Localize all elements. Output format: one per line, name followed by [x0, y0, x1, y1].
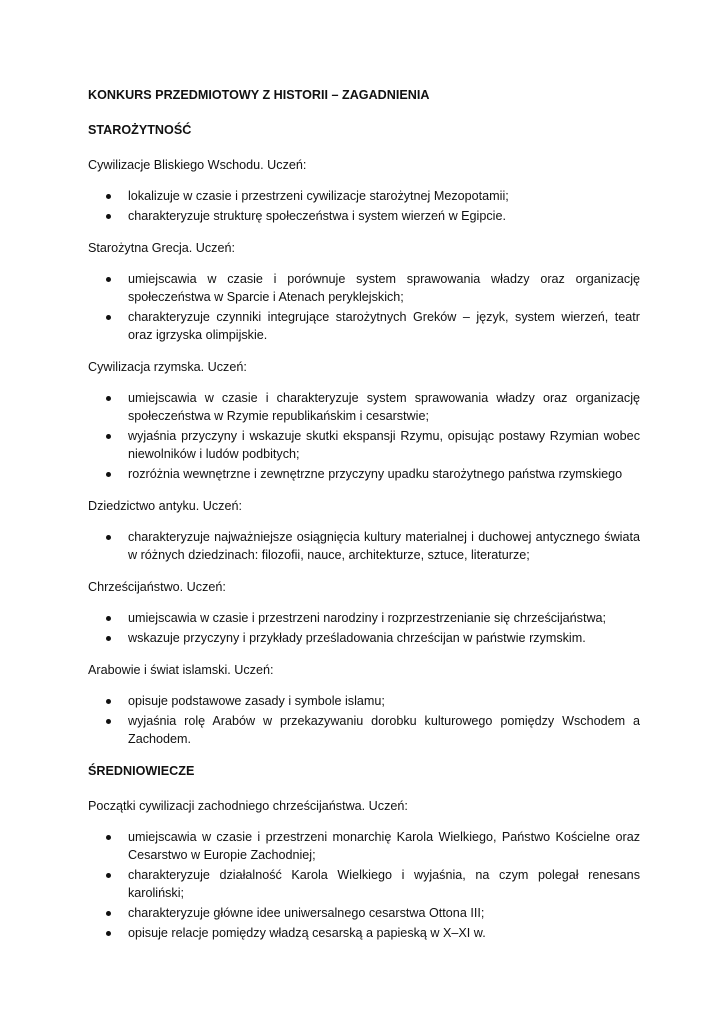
bullet-text: charakteryzuje najważniejsze osiągnięcia kultury materialnej i duchowej antycznego świata w różnych dziedzinach: filozofii, nauce, architekturze, sztuce, literaturze; [128, 530, 640, 562]
topic-label: Początki cywilizacji zachodniego chrześcijaństwa. Uczeń: [88, 799, 408, 813]
topic-label: Arabowie i świat islamski. Uczeń: [88, 663, 274, 677]
bullet-item [88, 528, 640, 564]
bullet-point-icon [106, 835, 111, 840]
bullet-text: charakteryzuje główne idee uniwersalnego cesarstwa Ottona III; [128, 906, 485, 920]
topic-label: Dziedzictwo antyku. Uczeń: [88, 499, 242, 513]
bullet-item [88, 609, 640, 627]
bullet-item [88, 308, 640, 344]
bullet-text: umiejscawia w czasie i charakteryzuje system sprawowania władzy oraz organizację społeczeństwa w Rzymie republikańskim i cesarstwie; [128, 391, 640, 423]
bullet-text: wskazuje przyczyny i przykłady prześladowania chrześcijan w państwie rzymskim. [128, 631, 586, 645]
bullet-item [88, 712, 640, 748]
bullet-point-icon [106, 535, 111, 540]
document-title: KONKURS PRZEDMIOTOWY Z HISTORII – ZAGADNIENIA [88, 88, 430, 102]
bullet-point-icon [106, 911, 111, 916]
bullet-text: umiejscawia w czasie i przestrzeni monarchię Karola Wielkiego, Państwo Kościelne oraz Cesarstwo w Europie Zachodniej; [128, 830, 640, 862]
bullet-point-icon [106, 214, 111, 219]
bullet-text: charakteryzuje strukturę społeczeństwa i system wierzeń w Egipcie. [128, 209, 506, 223]
bullet-text: lokalizuje w czasie i przestrzeni cywilizacje starożytnej Mezopotamii; [128, 189, 509, 203]
bullet-point-icon [106, 636, 111, 641]
bullet-text: charakteryzuje czynniki integrujące starożytnych Greków – język, system wierzeń, teatr oraz igrzyska olimpijskie. [128, 310, 640, 342]
bullet-point-icon [106, 699, 111, 704]
bullet-point-icon [106, 396, 111, 401]
section-heading: STAROŻYTNOŚĆ [88, 123, 192, 137]
bullet-point-icon [106, 616, 111, 621]
bullet-item [88, 207, 640, 225]
bullet-list [88, 828, 640, 942]
bullet-point-icon [106, 873, 111, 878]
bullet-item [88, 866, 640, 902]
bullet-point-icon [106, 434, 111, 439]
bullet-item [88, 389, 640, 425]
bullet-item [88, 924, 640, 942]
document-page [88, 86, 640, 956]
bullet-point-icon [106, 472, 111, 477]
topic-label: Chrześcijaństwo. Uczeń: [88, 580, 226, 594]
bullet-point-icon [106, 194, 111, 199]
topic-label: Cywilizacja rzymska. Uczeń: [88, 360, 247, 374]
topic-label: Starożytna Grecja. Uczeń: [88, 241, 235, 255]
bullet-item [88, 904, 640, 922]
bullet-list [88, 692, 640, 748]
document-body [88, 121, 640, 942]
bullet-text: opisuje relacje pomiędzy władzą cesarską a papieską w X–XI w. [128, 926, 486, 940]
bullet-text: opisuje podstawowe zasady i symbole islamu; [128, 694, 385, 708]
bullet-item [88, 692, 640, 710]
bullet-point-icon [106, 931, 111, 936]
bullet-text: umiejscawia w czasie i przestrzeni narodziny i rozprzestrzenianie się chrześcijaństwa; [128, 611, 607, 625]
bullet-point-icon [106, 277, 111, 282]
bullet-text: rozróżnia wewnętrzne i zewnętrzne przyczyny upadku starożytnego państwa rzymskiego [128, 467, 623, 481]
bullet-item [88, 828, 640, 864]
bullet-item [88, 187, 640, 205]
bullet-text: umiejscawia w czasie i porównuje system sprawowania władzy oraz organizację społeczeństwa w Sparcie i Atenach peryklejskich; [128, 272, 640, 304]
bullet-list [88, 528, 640, 564]
bullet-text: wyjaśnia przyczyny i wskazuje skutki ekspansji Rzymu, opisując postawy Rzymian wobec niewolników i ludów podbitych; [128, 429, 640, 461]
bullet-list [88, 609, 640, 647]
section-heading: ŚREDNIOWIECZE [88, 764, 195, 778]
bullet-list [88, 389, 640, 483]
bullet-list [88, 187, 640, 225]
bullet-text: charakteryzuje działalność Karola Wielkiego i wyjaśnia, na czym polegał renesans karoliński; [128, 868, 640, 900]
bullet-item [88, 270, 640, 306]
topic-label: Cywilizacje Bliskiego Wschodu. Uczeń: [88, 158, 307, 172]
bullet-point-icon [106, 719, 111, 724]
bullet-item [88, 465, 640, 483]
bullet-point-icon [106, 315, 111, 320]
bullet-list [88, 270, 640, 344]
bullet-text: wyjaśnia rolę Arabów w przekazywaniu dorobku kulturowego pomiędzy Wschodem a Zachodem. [128, 714, 640, 746]
bullet-item [88, 427, 640, 463]
bullet-item [88, 629, 640, 647]
